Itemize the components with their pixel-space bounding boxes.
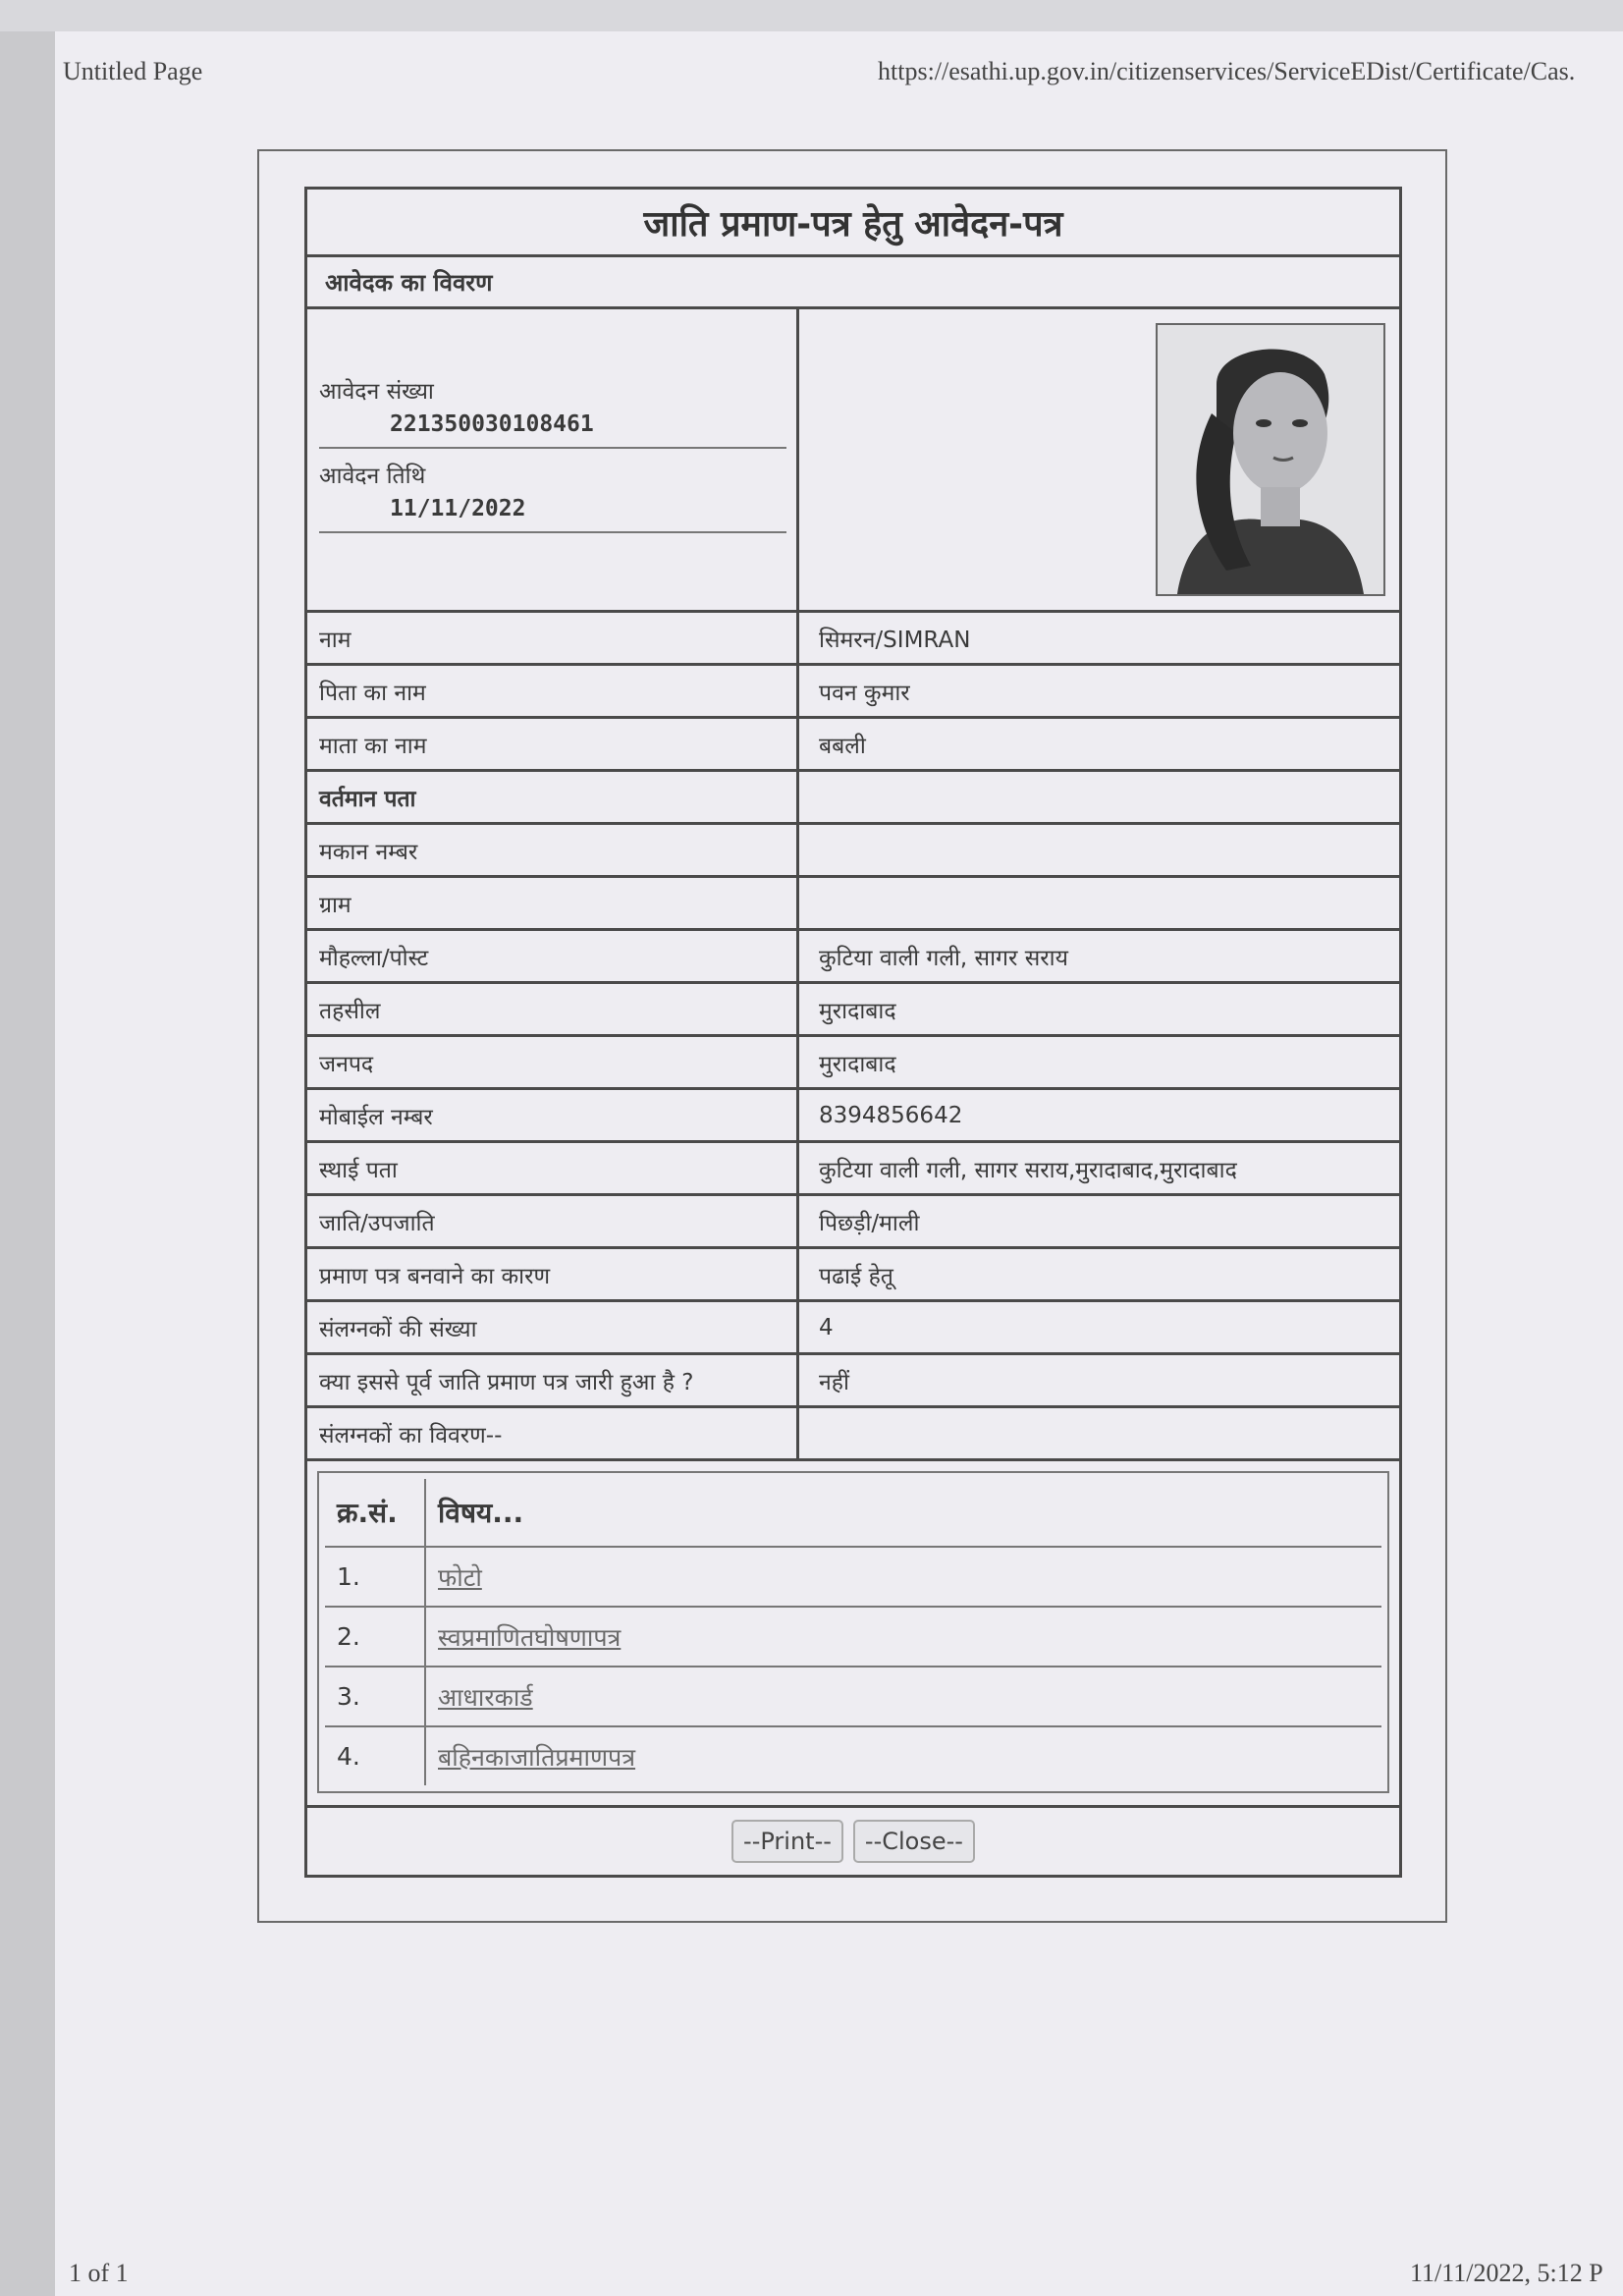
detail-value	[799, 825, 1399, 875]
detail-row	[307, 825, 1399, 878]
print-header-title: Untitled Page	[63, 57, 203, 85]
detail-value	[799, 772, 1399, 822]
detail-value: कुटिया वाली गली, सागर सराय	[819, 945, 1068, 971]
table-row	[325, 1607, 1381, 1667]
detail-label: जनपद	[307, 1037, 799, 1087]
detail-value: 8394856642	[819, 1102, 963, 1128]
detail-row	[307, 1302, 1399, 1355]
detail-label: जाति/उपजाति	[307, 1196, 799, 1246]
application-date-field	[319, 459, 786, 533]
detail-row	[307, 772, 1399, 825]
application-date-value: 11/11/2022	[390, 496, 526, 521]
attachment-number: 3.	[325, 1667, 425, 1726]
attachment-number: 4.	[325, 1726, 425, 1785]
detail-value	[799, 878, 1399, 928]
attachment-cell	[425, 1667, 1381, 1726]
detail-label: संलग्नकों की संख्या	[307, 1302, 799, 1352]
print-footer-page-count: 1 of 1	[69, 2259, 129, 2287]
detail-value: नहीं	[819, 1369, 849, 1395]
attachment-link-self-declaration[interactable]: स्वप्रमाणितघोषणापत्र	[438, 1622, 622, 1652]
detail-row	[307, 1249, 1399, 1302]
detail-value: पवन कुमार	[819, 680, 910, 706]
detail-row	[307, 878, 1399, 931]
detail-row	[307, 931, 1399, 984]
close-button[interactable]: --Close--	[853, 1820, 975, 1863]
detail-value: बबली	[819, 733, 866, 759]
detail-label: स्थाई पता	[307, 1143, 799, 1193]
detail-value: मुरादाबाद	[819, 1051, 896, 1077]
detail-value: सिमरन/SIMRAN	[819, 627, 971, 653]
detail-row	[307, 1143, 1399, 1196]
photo-cell	[799, 309, 1399, 610]
detail-row	[307, 1355, 1399, 1408]
detail-label: पिता का नाम	[307, 666, 799, 716]
action-buttons	[307, 1808, 1399, 1875]
attachment-number: 1.	[325, 1547, 425, 1607]
detail-row	[307, 719, 1399, 772]
print-footer-timestamp: 11/11/2022, 5:12 P	[1410, 2259, 1603, 2287]
detail-row	[307, 1090, 1399, 1143]
detail-label: मौहल्ला/पोस्ट	[307, 931, 799, 981]
attachment-number: 2.	[325, 1607, 425, 1667]
application-number-field	[319, 374, 786, 449]
detail-value	[799, 1408, 1399, 1458]
applicant-photo	[1156, 323, 1385, 596]
attachments-table-frame	[317, 1471, 1389, 1793]
detail-rows	[307, 613, 1399, 1461]
detail-row	[307, 1408, 1399, 1461]
applicant-photo-icon	[1158, 325, 1383, 594]
detail-row	[307, 666, 1399, 719]
caste-certificate-application-form	[304, 187, 1402, 1878]
attachment-cell	[425, 1726, 1381, 1785]
application-meta	[307, 309, 799, 610]
detail-value: पढाई हेतू	[819, 1263, 893, 1289]
print-button[interactable]: --Print--	[731, 1820, 843, 1863]
detail-label: माता का नाम	[307, 719, 799, 769]
detail-value: 4	[819, 1314, 834, 1340]
attachment-cell	[425, 1547, 1381, 1607]
detail-label: वर्तमान पता	[307, 772, 799, 822]
detail-row	[307, 984, 1399, 1037]
application-number-label: आवेदन संख्या	[319, 379, 434, 405]
detail-label: मोबाईल नम्बर	[307, 1090, 799, 1140]
detail-label: मकान नम्बर	[307, 825, 799, 875]
attachments-col-number: क्र.सं.	[325, 1479, 425, 1547]
application-number-value: 221350030108461	[390, 411, 594, 437]
attachments-col-subject: विषय...	[425, 1479, 1381, 1547]
detail-value: कुटिया वाली गली, सागर सराय,मुरादाबाद,मुरादाबाद	[819, 1157, 1237, 1183]
attachment-link-aadhaar[interactable]: आधारकार्ड	[438, 1682, 533, 1712]
scan-edge	[0, 0, 1623, 31]
table-row	[325, 1726, 1381, 1785]
detail-label: ग्राम	[307, 878, 799, 928]
form-title: जाति प्रमाण-पत्र हेतु आवेदन-पत्र	[307, 190, 1399, 257]
detail-value: पिछड़ी/माली	[819, 1210, 920, 1236]
application-date-label: आवेदन तिथि	[319, 464, 426, 489]
attachments-table	[325, 1479, 1381, 1785]
detail-value: मुरादाबाद	[819, 998, 896, 1024]
detail-row	[307, 613, 1399, 666]
detail-row	[307, 1037, 1399, 1090]
table-row	[325, 1547, 1381, 1607]
detail-label: तहसील	[307, 984, 799, 1034]
table-row	[325, 1667, 1381, 1726]
application-info-block	[307, 309, 1399, 613]
detail-label: क्या इससे पूर्व जाति प्रमाण पत्र जारी हुआ है ?	[307, 1355, 799, 1405]
section-applicant-details: आवेदक का विवरण	[307, 257, 1399, 309]
attachment-link-photo[interactable]: फोटो	[438, 1562, 482, 1592]
print-header-url: https://esathi.up.gov.in/citizenservices/ServiceEDist/Certificate/Cas.	[878, 57, 1576, 85]
detail-label: प्रमाण पत्र बनवाने का कारण	[307, 1249, 799, 1299]
attachment-link-sister-caste-certificate[interactable]: बहिनकाजातिप्रमाणपत्र	[438, 1742, 636, 1772]
attachment-cell	[425, 1607, 1381, 1667]
attachments-header-row	[325, 1479, 1381, 1547]
attachments-section	[307, 1461, 1399, 1808]
detail-label: नाम	[307, 613, 799, 663]
detail-row	[307, 1196, 1399, 1249]
detail-label: संलग्नकों का विवरण--	[307, 1408, 799, 1458]
